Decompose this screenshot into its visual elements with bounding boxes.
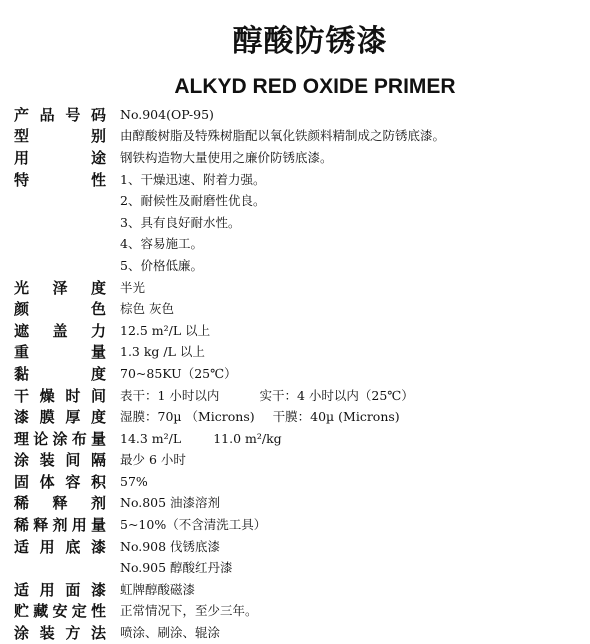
spec-value-part: 虹牌醇酸磁漆 (120, 581, 196, 597)
spec-row (14, 450, 584, 472)
spec-value-part: 喷涂、刷涂、辊涂 (120, 625, 221, 641)
spec-value (120, 105, 584, 125)
spec-value-part: 干膜：40µ (Microns) (272, 409, 400, 425)
spec-value-part: 5~10%（不含清洗工具） (120, 517, 267, 533)
spec-row (14, 385, 584, 407)
spec-value-part: 最少 6 小时 (120, 452, 186, 468)
spec-value-part: 14.3 m²/L (120, 430, 182, 446)
spec-value (120, 580, 584, 600)
spec-row (14, 363, 584, 385)
spec-label: 产 品 号 码 (14, 105, 106, 124)
spec-value-part: 湿膜：70µ （Microns) (120, 409, 255, 425)
spec-value-part: 半光 (120, 279, 146, 295)
spec-row (14, 147, 584, 169)
spec-value (120, 256, 584, 276)
spec-row (14, 557, 584, 579)
spec-row (14, 320, 584, 342)
spec-row (14, 514, 584, 536)
spec-row (14, 126, 584, 148)
spec-label: 适 用 面 漆 (14, 580, 106, 599)
spec-row (14, 212, 584, 234)
spec-value-part: 表干：1 小时以内 (120, 387, 220, 403)
spec-value (120, 126, 584, 146)
spec-value (120, 601, 584, 621)
spec-value (120, 148, 584, 168)
spec-row (14, 493, 584, 515)
spec-label: 贮 藏 安 定 性 (14, 602, 106, 621)
spec-label: 型 别 (14, 127, 106, 146)
spec-label: 漆 膜 厚 度 (14, 408, 106, 427)
spec-row (14, 190, 584, 212)
spec-value (120, 450, 584, 470)
spec-value-part: 2、耐候性及耐磨性优良。 (120, 193, 266, 209)
spec-row (14, 342, 584, 364)
spec-value-part: 正常情况下，至少三年。 (120, 603, 258, 619)
spec-value (120, 213, 584, 233)
spec-value-part: 1.3 kg /L 以上 (120, 344, 205, 360)
spec-label: 理 论 涂 布 量 (14, 429, 106, 448)
spec-value (120, 342, 584, 362)
spec-value-part: 1、干燥迅速、附着力强。 (120, 171, 266, 187)
spec-label: 黏 度 (14, 364, 106, 383)
spec-value-part: 棕色 灰色 (120, 301, 174, 317)
spec-label: 干 燥 时 间 (14, 386, 106, 405)
spec-value-part: 70~85KU（25℃） (120, 365, 237, 381)
spec-value-part: 11.0 m²/kg (213, 430, 282, 446)
spec-value (120, 321, 584, 341)
spec-value (120, 170, 584, 190)
spec-row (14, 406, 584, 428)
spec-value (120, 558, 584, 578)
spec-label: 稀 释 剂 用 量 (14, 516, 106, 535)
spec-value-part: 5、价格低廉。 (120, 257, 203, 273)
spec-value (120, 407, 584, 427)
spec-label: 光 泽 度 (14, 278, 106, 297)
spec-label: 适 用 底 漆 (14, 537, 106, 556)
spec-label: 涂 装 间 隔 (14, 451, 106, 470)
spec-row (14, 471, 584, 493)
spec-row (14, 601, 584, 623)
spec-value (120, 386, 584, 406)
spec-value-part: 57% (120, 473, 148, 489)
spec-value (120, 364, 584, 384)
spec-label: 遮 盖 力 (14, 321, 106, 340)
spec-label: 特 性 (14, 170, 106, 189)
spec-value-part: No.904(OP-95) (120, 106, 214, 122)
spec-value (120, 299, 584, 319)
spec-value-part: 实干：4 小时以内（25℃） (259, 387, 414, 403)
spec-value (120, 278, 584, 298)
spec-value-part: 由醇酸树脂及特殊树脂配以氧化铁颜料精制成之防锈底漆。 (120, 128, 446, 144)
page-subtitle-english: ALKYD RED OXIDE PRIMER (174, 75, 456, 98)
spec-value-part: No.905 醇酸红丹漆 (120, 560, 233, 576)
spec-row (14, 169, 584, 191)
spec-row (14, 298, 584, 320)
spec-row (14, 579, 584, 601)
spec-row (14, 428, 584, 450)
spec-row (14, 277, 584, 299)
page-title: 醇酸防锈漆 (232, 24, 388, 59)
spec-sheet (14, 104, 584, 644)
spec-value (120, 623, 584, 643)
spec-label: 稀 释 剂 (14, 494, 106, 513)
spec-value (120, 472, 584, 492)
spec-row (14, 622, 584, 644)
spec-value (120, 493, 584, 513)
spec-label: 重 量 (14, 343, 106, 362)
spec-row (14, 104, 584, 126)
spec-value (120, 537, 584, 557)
spec-row (14, 234, 584, 256)
spec-value-part: No.805 油漆溶剂 (120, 495, 221, 511)
spec-value-part: 12.5 m²/L 以上 (120, 322, 211, 338)
spec-label: 颜 色 (14, 300, 106, 319)
spec-value-part: 钢铁构造物大量使用之廉价防锈底漆。 (120, 149, 333, 165)
spec-label: 固 体 容 积 (14, 472, 106, 491)
spec-value-part: No.908 伐锈底漆 (120, 538, 221, 554)
spec-label: 涂 装 方 法 (14, 624, 106, 643)
spec-value (120, 234, 584, 254)
spec-value-part: 3、具有良好耐水性。 (120, 214, 241, 230)
spec-value (120, 191, 584, 211)
spec-row (14, 255, 584, 277)
spec-value-part: 4、容易施工。 (120, 236, 203, 252)
spec-label: 用 途 (14, 148, 106, 167)
spec-value (120, 429, 584, 449)
spec-row (14, 536, 584, 558)
spec-value (120, 515, 584, 535)
